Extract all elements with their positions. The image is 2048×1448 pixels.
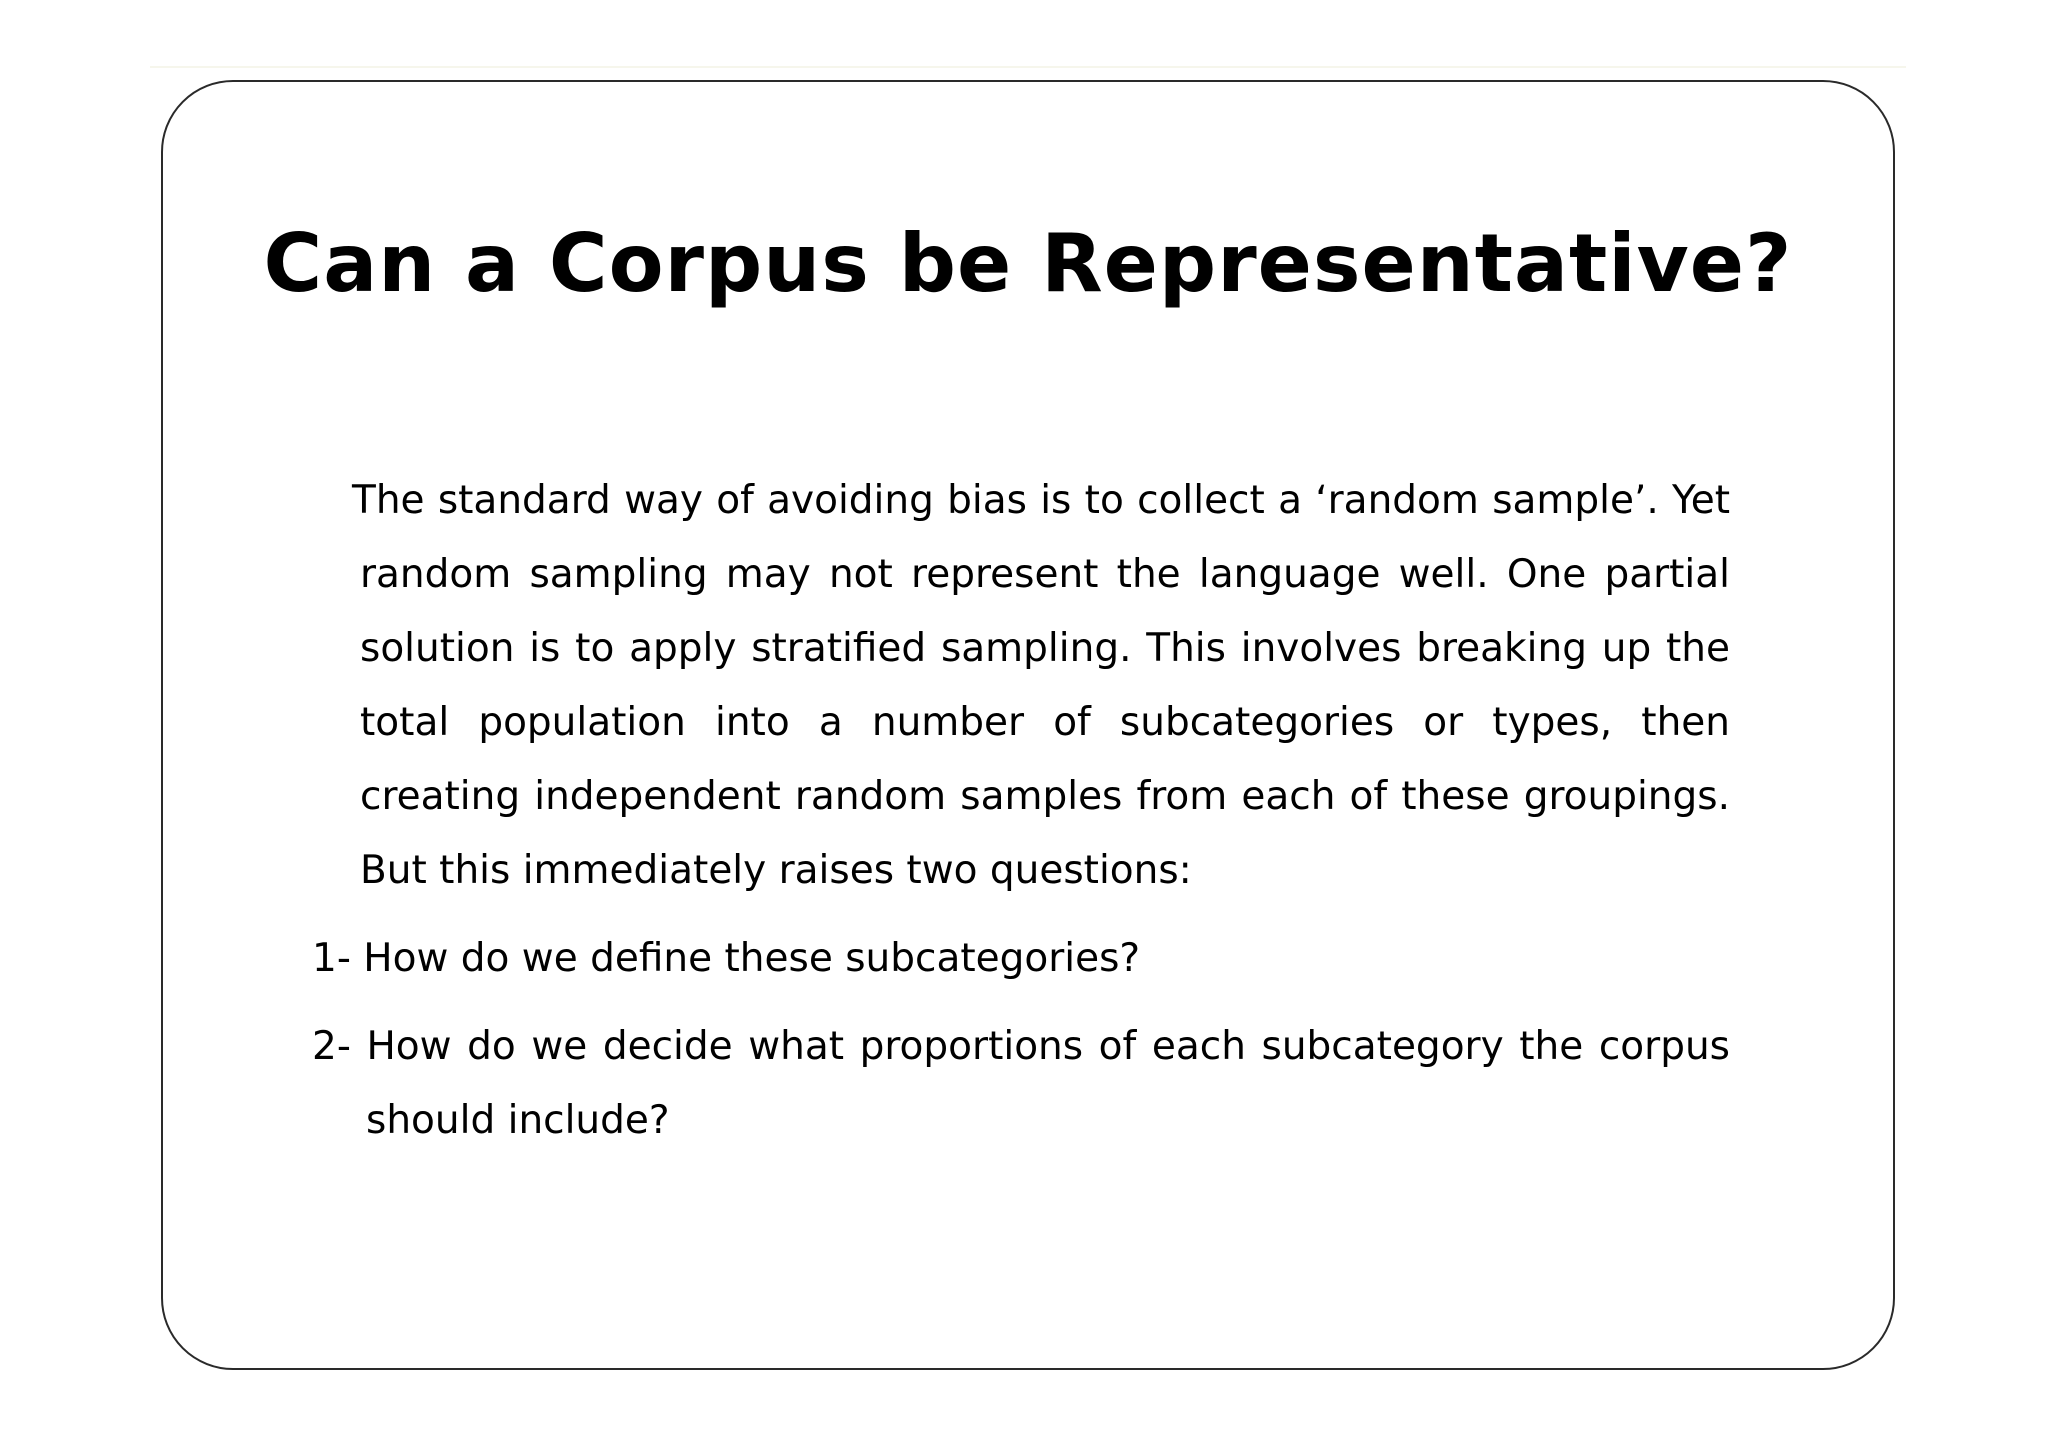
question-text-2: How do we decide what proportions of each subcategory the corpus should include?	[366, 1024, 1730, 1143]
question-marker-2: 2-	[312, 1024, 351, 1069]
body-paragraph	[352, 464, 1730, 908]
question-text-1: How do we define these subcategories?	[363, 936, 1141, 981]
question-item-2	[312, 1010, 1730, 1158]
header-rule	[150, 66, 1906, 68]
question-item-1	[312, 922, 1730, 996]
body-paragraph-text: The standard way of avoiding bias is to collect a ‘random sample’. Yet random sampling may not represent the language well. One partial solution is to apply stratified sampling. This involves breaking up the total population into a number of subcategories or types, then creating independent random samples from each of these groupings. But this immediately raises two questions:	[352, 478, 1730, 893]
slide-title: Can a Corpus be Representative?	[263, 217, 1793, 310]
question-marker-1: 1-	[312, 936, 351, 981]
